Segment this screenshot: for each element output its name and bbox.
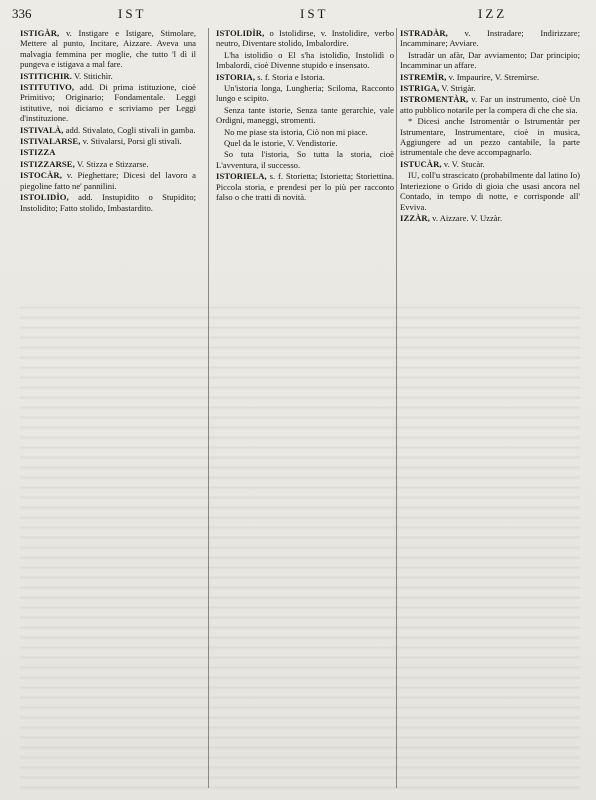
entry-headword: ISTIGÀR,: [20, 28, 60, 38]
running-head-middle: IST: [300, 6, 329, 21]
page-header: [0, 4, 596, 24]
dictionary-entry: [400, 83, 580, 93]
column-right: [400, 28, 580, 224]
entry-headword: ISTITUTIVO,: [20, 82, 75, 93]
entry-headword: IZZÀR,: [400, 212, 430, 223]
entry-definition: V. Strigàr.: [439, 83, 476, 94]
dictionary-entry: [20, 147, 196, 157]
entry-definition: L'ha istolidìo o El s'ha istolidìo, Instolidì o Imbalordì, cioè Divenne stupido e insensato.: [216, 49, 394, 71]
entry-definition: So tuta l'istoria, So tutta la storia, cioè L'avventura, il successo.: [216, 149, 394, 170]
entry-definition: V. Stizza e Stizzarse.: [74, 158, 149, 169]
entry-headword: ISTORIA,: [216, 71, 256, 82]
entry-headword: ISTORIELA,: [216, 171, 267, 182]
entry-definition: v. Instigare e Istigare, Stimolare, Mettere al punto, Incitare, Aizzare. Aveva una malvagia femmina per moglie, che tutto 'l dì il pungeva e istigava a mal fare.: [20, 28, 196, 70]
bleed-through-texture: [20, 300, 580, 790]
entry-definition: s. f. Storietta; Istorietta; Storiettina. Piccola storia, e prendesi per lo più per racconto falso o che tratti di novità.: [216, 171, 394, 203]
entry-definition: No me piase sta istoria, Ciò non mi piace.: [224, 126, 368, 137]
dictionary-entry: [400, 28, 580, 49]
entry-headword: ISTREMÌR,: [400, 71, 447, 82]
entry-definition: v. Aizzare. V. Uzzàr.: [429, 212, 503, 223]
entry-headword: ISTOCÀR,: [20, 170, 62, 181]
entry-definition: IU, coll'u strascicato (probabilmente dal latino Io) Interiezione o Grido di gioia che usasi ancora nel Contado, in tempo di notte, e corrisponde all' Evviva.: [400, 170, 580, 212]
dictionary-entry: [216, 138, 394, 148]
dictionary-entry: [216, 149, 394, 170]
entry-headword: ISTIVALARSE,: [20, 136, 81, 147]
dictionary-entry: [20, 159, 196, 169]
dictionary-entry: [400, 116, 580, 158]
dictionary-entry: [20, 136, 196, 146]
entry-headword: ISTIZZARSE,: [20, 158, 75, 169]
entry-headword: ISTROMENTÀR,: [400, 94, 469, 105]
entry-headword: ISTIZZA: [20, 147, 56, 158]
entry-headword: ISTOLIDÌR,: [216, 28, 265, 38]
running-head-left: IST: [118, 6, 147, 21]
dictionary-entry: [400, 159, 580, 169]
entry-definition: add. Stivalato, Cogli stivali in gamba.: [63, 124, 196, 135]
running-head-right: IZZ: [478, 6, 508, 21]
dictionary-entry: [400, 213, 580, 223]
entry-headword: ISTRIGA,: [400, 83, 440, 94]
dictionary-entry: [400, 170, 580, 212]
column-left: [20, 28, 196, 214]
entry-headword: ISTITICHIR.: [20, 70, 72, 81]
entry-headword: ISTOLIDÌO,: [20, 192, 69, 203]
entry-definition: v. Far un instrumento, cioè Un atto pubblico notarile per la compera di che che sia.: [400, 94, 580, 115]
entry-definition: s. f. Storia e Istoria.: [255, 71, 325, 82]
dictionary-entry: [20, 82, 196, 124]
entry-definition: add. Di prima istituzione, cioè Primitivo; Originario; Fondamentale. Leggi istitutive, noi diciamo e scriviamo per Leggi d'instituzione.: [20, 82, 196, 124]
entry-definition: o Istolidirse, v. Instolidire, verbo neutro, Diventare stolido, Imbalordire.: [216, 28, 394, 49]
entry-definition: add. Instupidito o Stupidito; Instolidito; Fatto stolido, Imbastardito.: [20, 192, 196, 213]
dictionary-entry: [400, 94, 580, 115]
column-middle: [216, 28, 394, 204]
dictionary-entry: [216, 72, 394, 82]
entry-definition: v. V. Stucàr.: [441, 158, 485, 169]
entry-definition: v. Stivalarsi, Porsi gli stivali.: [80, 136, 182, 147]
dictionary-entry: [20, 170, 196, 191]
dictionary-entry: [216, 127, 394, 137]
entry-definition: Un'istoria longa, Lungheria; Sciloma, Racconto lungo e scipito.: [216, 83, 394, 104]
dictionary-entry: [216, 105, 394, 126]
entry-headword: ISTIVALÀ,: [20, 124, 64, 135]
entry-headword: ISTRADÀR,: [400, 28, 448, 38]
entry-definition: Istradàr un afàr, Dar avviamento; Dar principio; Incamminar un affare.: [400, 49, 580, 71]
entry-headword: ISTUCÀR,: [400, 158, 442, 169]
entry-definition: v. Instradare; Indirizzare; Incamminare; Avviare.: [400, 28, 580, 49]
entry-definition: Senza tante istorie, Senza tante gerarchie, vale Ordigni, maneggi, stromenti.: [216, 104, 394, 126]
dictionary-entry: [400, 72, 580, 82]
dictionary-entry: [216, 171, 394, 202]
dictionary-entry: [216, 28, 394, 49]
page-number: 336: [12, 6, 32, 21]
entry-definition: * Dicesi anche Istromentàr o Istrumentàr per Istrumentare, Instrumentare, cioè in musica, Aggiungere ad un pezzo cantabile, la parte istrumentale che deve accompagnarlo.: [400, 116, 580, 158]
dictionary-entry: [216, 50, 394, 71]
dictionary-entry: [20, 192, 196, 213]
dictionary-entry: [400, 50, 580, 71]
dictionary-entry: [20, 28, 196, 70]
entry-definition: v. Pieghettare; Dicesi del lavoro a piegoline fatto ne' pannilini.: [20, 170, 196, 191]
dictionary-entry: [216, 83, 394, 104]
dictionary-entry: [20, 71, 196, 81]
entry-definition: V. Stitichìr.: [71, 70, 113, 81]
entry-definition: Quel da le istorie, V. Vendistorie.: [224, 138, 338, 149]
dictionary-entry: [20, 125, 196, 135]
entry-definition: v. Impaurire, V. Stremìrse.: [446, 71, 540, 82]
